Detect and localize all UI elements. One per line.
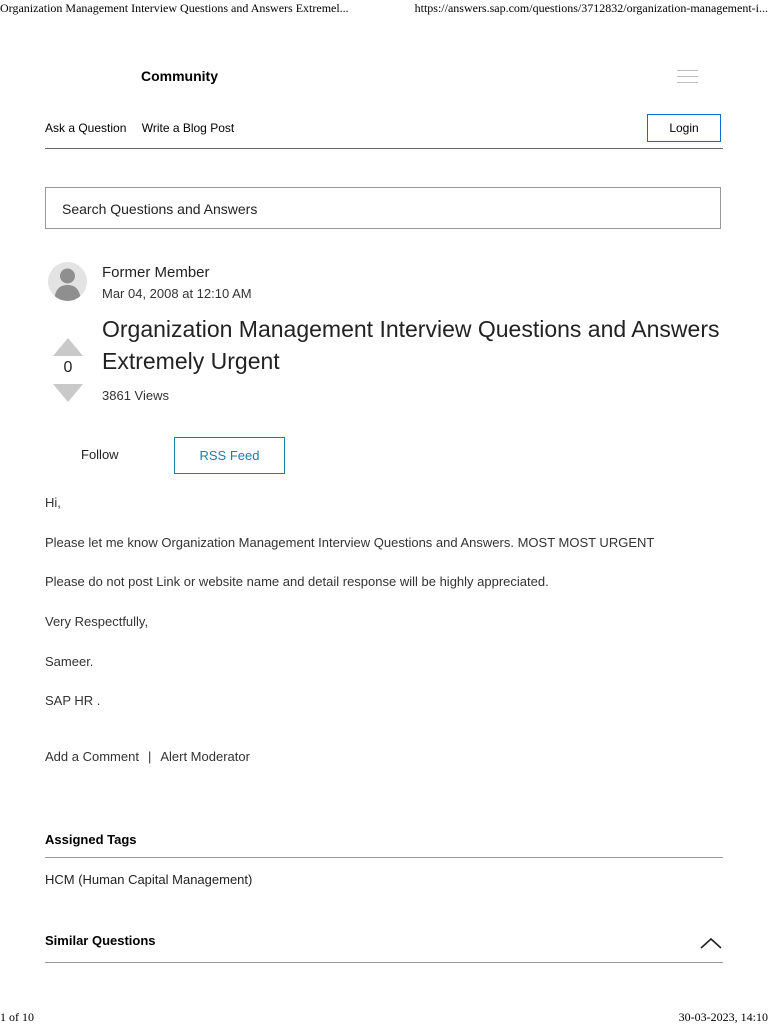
view-count: 3861 Views (102, 388, 169, 403)
vote-up-icon[interactable] (53, 338, 83, 356)
body-paragraph: Very Respectfully, (45, 614, 149, 629)
nav-divider (45, 148, 723, 149)
avatar (48, 262, 87, 301)
similar-divider (45, 962, 723, 963)
print-header (0, 0, 768, 18)
comment-actions (45, 749, 250, 764)
print-page-number: 1 of 10 (0, 1010, 34, 1024)
body-paragraph: Sameer. (45, 654, 94, 669)
add-comment-link[interactable]: Add a Comment (45, 749, 139, 764)
print-footer (0, 1010, 768, 1024)
tag-link[interactable]: HCM (Human Capital Management) (45, 872, 253, 887)
ask-question-link[interactable]: Ask a Question (45, 121, 127, 135)
body-paragraph: SAP HR . (45, 693, 101, 708)
body-paragraph: Please do not post Link or website name and detail response will be highly appreciated. (45, 574, 549, 589)
vote-count: 0 (63, 359, 73, 376)
body-paragraph: Please let me know Organization Management Interview Questions and Answers. MOST MOST URGENT (45, 535, 655, 550)
print-page-url: https://answers.sap.com/questions/3712832/organization-management-i... (414, 1, 768, 15)
search-input[interactable] (60, 188, 704, 230)
vote-down-icon[interactable] (53, 384, 83, 402)
user-silhouette-icon (48, 262, 87, 301)
alert-moderator-link[interactable]: Alert Moderator (160, 749, 250, 764)
search-box (45, 187, 721, 229)
post-date: Mar 04, 2008 at 12:10 AM (102, 286, 252, 301)
hamburger-menu-icon[interactable] (677, 70, 698, 84)
print-page-title: Organization Management Interview Questions and Answers Extremel... (0, 1, 349, 15)
action-separator: | (147, 749, 152, 764)
assigned-tags-heading: Assigned Tags (45, 832, 137, 847)
chevron-up-icon[interactable] (700, 936, 722, 948)
body-paragraph: Hi, (45, 495, 61, 510)
brand-label[interactable]: Community (141, 68, 218, 84)
login-button[interactable]: Login (647, 114, 721, 142)
author-name[interactable]: Former Member (102, 264, 210, 281)
follow-button[interactable]: Follow (81, 447, 119, 462)
question-title: Organization Management Interview Questions and Answers Extremely Urgent (102, 316, 720, 374)
print-datetime: 30-03-2023, 14:10 (678, 1010, 768, 1024)
similar-questions-heading[interactable]: Similar Questions (45, 933, 156, 948)
tags-divider (45, 857, 723, 858)
top-nav (45, 121, 246, 135)
rss-feed-button[interactable]: RSS Feed (174, 437, 285, 474)
write-blog-post-link[interactable]: Write a Blog Post (141, 121, 235, 135)
